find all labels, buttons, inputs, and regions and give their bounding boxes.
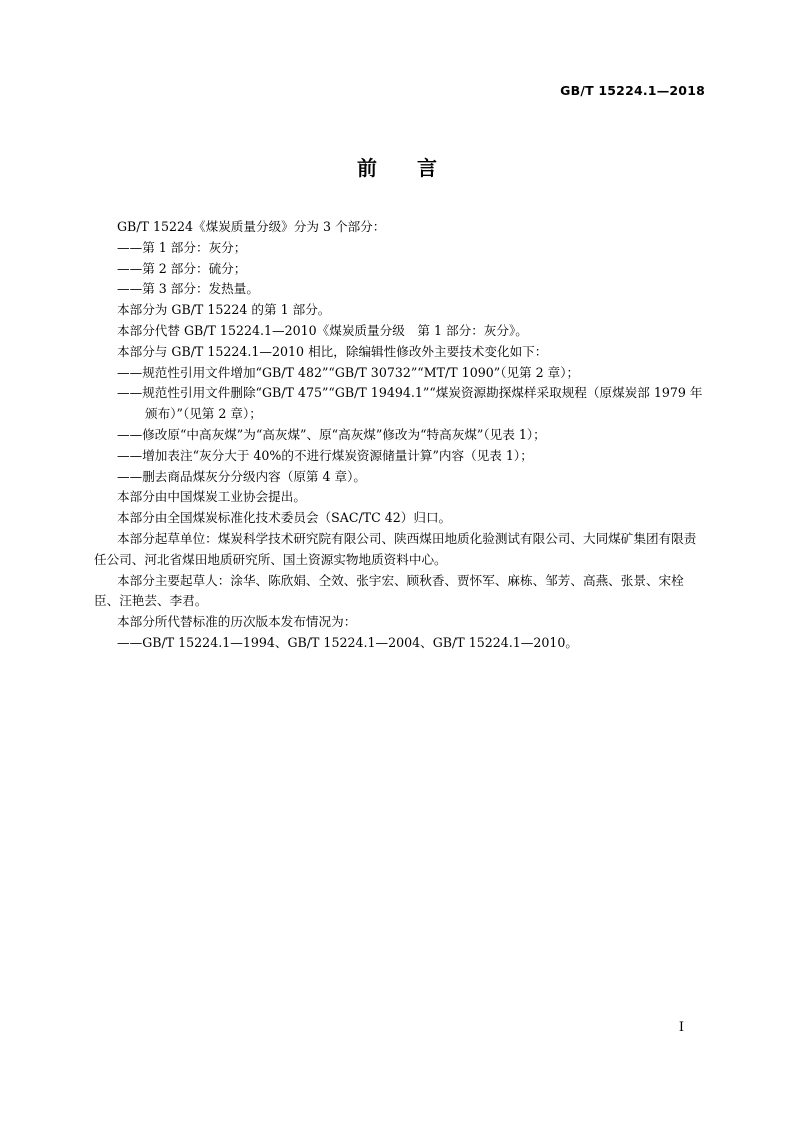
- paragraph-this-part: 本部分为 GB/T 15224 的第 1 部分。: [117, 302, 331, 318]
- paragraph-parts-intro: GB/T 15224《煤炭质量分级》分为 3 个部分：: [117, 219, 386, 234]
- list-item-part-2: ——第 2 部分：硫分；: [117, 260, 247, 276]
- list-item-change-1: ——规范性引用文件增加“GB/T 482”“GB/T 30732”“MT/T 1090”（见第 2 章）；: [117, 364, 580, 380]
- page-title: 前言: [357, 156, 477, 180]
- paragraph-history-intro: 本部分所代替标准的历次版本发布情况为：: [117, 614, 357, 630]
- paragraph-drafters: 本部分主要起草人：涂华、陈欣娟、仝效、张宇宏、顾秋香、贾怀军、麻栋、邹芳、高燕、张景、宋栓臣、汪艳芸、李君。: [94, 572, 684, 609]
- list-item-part-3: ——第 3 部分：发热量。: [117, 281, 259, 297]
- standard-code: GB/T 15224.1—2018: [560, 83, 705, 98]
- paragraph-proposed-by: 本部分由中国煤炭工业协会提出。: [117, 489, 306, 505]
- paragraph-replaces: 本部分代替 GB/T 15224.1—2010《煤炭质量分级 第 1 部分：灰分》。: [117, 322, 528, 338]
- list-item-change-4: ——增加表注“灰分大于 40%的不进行煤炭资源储量计算”内容（见表 1）；: [117, 447, 533, 463]
- list-item-change-2: ——规范性引用文件删除“GB/T 475”“GB/T 19494.1”“煤炭资源勘探煤样采取规程（原煤炭部 1979 年颁布）”（见第 2 章）；: [117, 385, 703, 422]
- list-item-change-3: ——修改原“中高灰煤”为“高灰煤”、原“高灰煤”修改为“特高灰煤”（见表 1）；: [117, 426, 546, 442]
- list-item-part-1: ——第 1 部分：灰分；: [117, 239, 247, 255]
- page-number: I: [678, 1020, 684, 1035]
- list-item-change-5: ——删去商品煤灰分分级内容（原第 4 章）。: [117, 468, 367, 484]
- foreword-body: [94, 217, 705, 654]
- paragraph-drafting-units: 本部分起草单位：煤炭科学技术研究院有限公司、陕西煤田地质化验测试有限公司、大同煤矿集团有限责任公司、河北省煤田地质研究所、国土资源实物地质资料中心。: [94, 530, 697, 567]
- paragraph-managed-by: 本部分由全国煤炭标准化技术委员会（SAC/TC 42）归口。: [117, 510, 452, 526]
- paragraph-changes-intro: 本部分与 GB/T 15224.1—2010 相比，除编辑性修改外主要技术变化如下：: [117, 343, 548, 359]
- list-item-history: ——GB/T 15224.1—1994、GB/T 15224.1—2004、GB/T 15224.1—2010。: [117, 634, 579, 650]
